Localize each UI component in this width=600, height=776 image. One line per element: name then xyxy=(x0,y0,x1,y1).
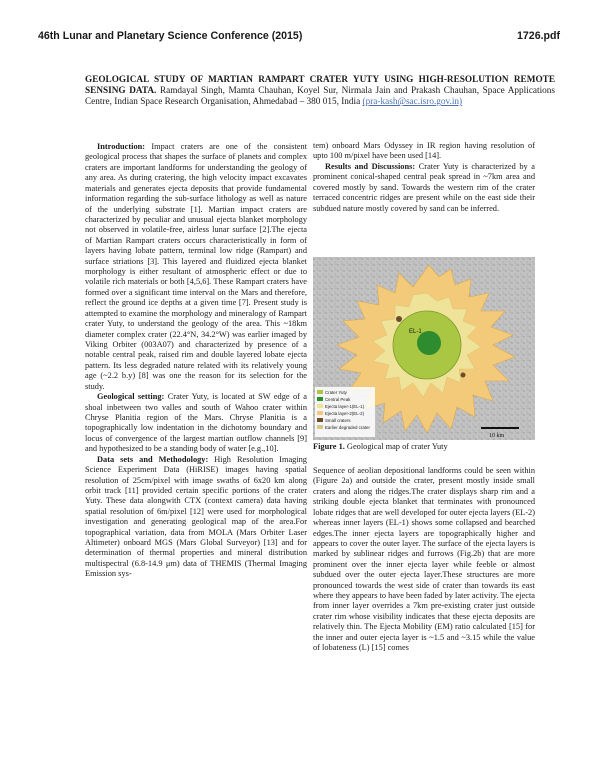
el1-label: EL-1 xyxy=(409,329,422,335)
author-email-link[interactable]: (pra-kash@sac.isro.gov.in) xyxy=(362,97,463,108)
small-crater xyxy=(461,373,466,378)
right-column-top xyxy=(313,141,535,214)
scale-label: 10 km xyxy=(489,433,505,439)
results-text: Crater Yuty is characterized by a prominent conical-shaped central peak spread in ~7km area and covered mostly by sand. Towards the western rim of the crater terraced concentric ridges are present while on the east side their subdued nature mostly covered by sand can be inferred. xyxy=(313,161,535,213)
figure-caption xyxy=(313,442,535,452)
legend-item: Ejecta layer-1(EL-1) xyxy=(325,404,365,409)
paper-title: GEOLOGICAL STUDY OF MARTIAN RAMPART CRATER YUTY USING HIGH-RESOLUTION REMOTE SENSING DATA. xyxy=(85,75,555,97)
setting-paragraph xyxy=(85,392,307,455)
paper-id: 1726.pdf xyxy=(517,30,560,42)
geological-map-figure xyxy=(313,257,535,440)
intro-text: Impact craters are one of the consistent geological process that shapes the surface of planets and complex craters are important landforms for understanding the geology of any area. As during cratering, the high velocity impact excavates materials and generates ejecta deposits that provide fundamental information regarding the sub-surface lithology as well as nature of the underlying substrate [1]. Martian impact craters are characterized by peculiar and unusual ejecta blanket morphology not observed in volatile-free, airless lunar surface [2].The ejecta of Martian Rampart craters occurs characteristically in form of layers having lobate pattern, terminal low ridge (Rampart) and surface striations [3]. This layered and fluidized ejecta blanket morphology is either resultant of atmospheric effect or due to volatile rich materials or both [4,5,6]. These Rampart craters have formed over a significant time interval on the Mars and therefore, reflect the ground ice depths at a given time [7]. Present study is attempted to examine the morphology and mineralogy of Rampart crater Yuty, to understand the geology of the area. This ~18km diameter complex crater (22.4°N, 34.2°W) was earlier imaged by Viking Orbiter (003A07) and characterized by presence of a notable central peak, raised rim and double layered lobate ejecta pattern. Its less degraded nature related with its relatively young age (~2.2 b.y) [8] was one the reason for its selection for the study. xyxy=(85,142,307,391)
setting-text: Crater Yuty, is located at SW edge of a shoal inbetween two valles and south of Wahoo crater within Chryse Planitia region of the Mars. Chryse Planitia is a topographically low indentation in the dichotomy boundary and locus of convergence of the largest martian outflow channels [9] and hypothesized to be a standing body of water [e.g.,10]. xyxy=(85,392,307,454)
legend-item: Crater Yuty xyxy=(325,390,347,395)
right-column-bottom xyxy=(313,466,535,654)
legend-item: Earlier degraded crater xyxy=(325,425,370,430)
intro-heading: Introduction: xyxy=(97,142,146,151)
figure-caption-label: Figure 1. xyxy=(313,442,345,451)
data-heading: Data sets and Methodology: xyxy=(97,454,209,464)
setting-heading: Geological setting: xyxy=(97,392,165,402)
left-column xyxy=(85,142,307,580)
intro-paragraph xyxy=(85,142,307,392)
authors-affiliation: Ramdayal Singh, Mamta Chauhan, Koyel Sur, Nirmala Jain and Prakash Chauhan, Space Applications Centre, Indian Space Research Organisation, Ahmedabad – 380 015, India xyxy=(85,86,556,108)
figure-caption-text: Geological map of crater Yuty xyxy=(346,442,448,451)
legend-item: Ejecta layer-2(EL-2) xyxy=(325,411,365,416)
results-heading: Results and Discussions: xyxy=(325,161,416,171)
geological-map xyxy=(313,257,535,440)
results-paragraph xyxy=(313,162,535,214)
small-crater xyxy=(396,316,402,322)
data-paragraph xyxy=(85,455,307,580)
legend xyxy=(315,387,375,437)
data-paragraph-cont: tem) onboard Mars Odyssey in IR region having resolution of upto 100 m/pixel have been used [14]. xyxy=(313,141,535,161)
legend-item: Central Peak xyxy=(325,397,351,402)
body-paragraph-2: Sequence of aeolian depositional landforms could be seen within (Figure 2a) and outside the crater, present mostly inside small craters and along the ridges.The crater displays sharp rim and a striking double ejecta blanket that terminates with pronounced lobate ridges that are well developed for outer ejecta layers (EL-2) whereas inner layers (EL-1) shows some collapsed and bearched edges.The inner ejecta layers are topographically higher and appears to cover the outer layer. The surface of the ejecta layers is marked by sublinear ridges and furrows (Fig.2b) that are more prominent over the inner ejecta layer while feeble or almost subdued over the outer ejecta layer.These structures are more pronounced towards the west side of crater than towards its east where they appears to have been faded by later activity. The ejecta from inner layer overrides a 7km pre-existing crater just outside crater rim whose visibility indicates that these ejecta deposits are relatively thin. The Ejecta Mobility (EM) ratio calculated [15] for the inner and outer ejecta layer is ~1.5 and ~3.15 while the value of lobateness (L) [15] comes xyxy=(313,466,535,653)
title-block xyxy=(85,75,555,108)
conference-header: 46th Lunar and Planetary Science Conference (2015) xyxy=(38,30,303,42)
legend-item: Small craters xyxy=(325,418,351,423)
data-text: High Resolution Imaging Science Experiment Data (HiRISE) images having spatial resolution of 25cm/pixel with image swaths of 6x20 km along orbit track [11] provided certain specific portions of the crater Yuty. These data alongwith CTX (context camera) data having spatial resolution of 6m/pixel [12] were used for morphological investigation and generating geological map of the area.For topographical variation, data from MOLA (Mars Orbiter Laser Altimeter) onboard MGS (Mars Global Surveyor) [13] and for determination of thermal properties and mineral distribution multispectral (6.8-14.9 μm) data of THEMIS (Thermal Imaging Emission sys- xyxy=(85,454,307,579)
